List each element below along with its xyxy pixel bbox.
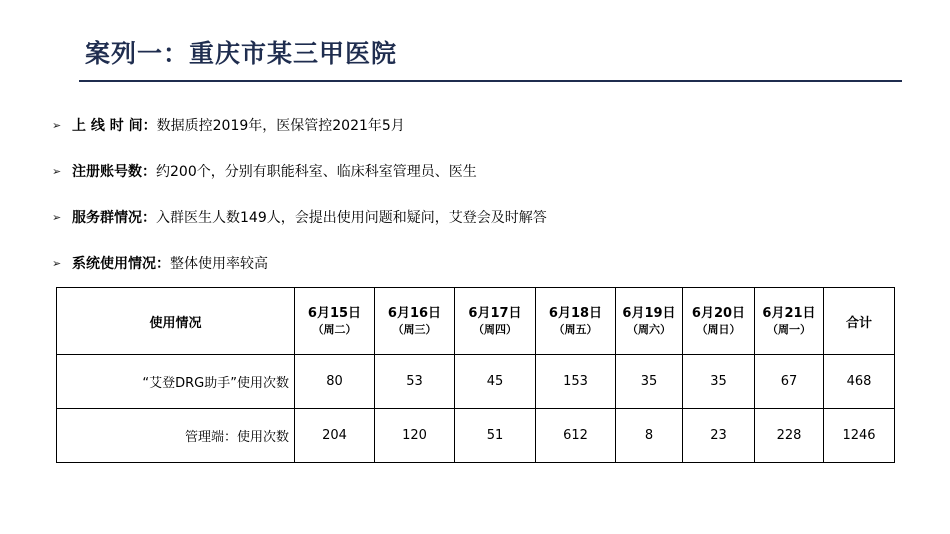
header-date — [536, 288, 616, 355]
header-weekday: （周六） — [627, 323, 671, 336]
bullet-accounts — [52, 162, 547, 208]
table-row — [57, 409, 895, 463]
table-cell: 51 — [455, 409, 536, 463]
bullet-label: 注册账号数： — [72, 164, 156, 180]
bullet-label: 系统使用情况： — [72, 256, 170, 272]
total-cell: 1246 — [824, 409, 895, 463]
header-date-label: 6月16日 — [387, 306, 442, 321]
table-cell: 67 — [755, 355, 824, 409]
bullet-value: 数据质控2019年，医保管控2021年5月 — [156, 118, 405, 134]
row-label: “艾登DRG助手”使用次数 — [57, 355, 295, 409]
table-cell: 120 — [375, 409, 455, 463]
header-date-label: 6月19日 — [622, 306, 676, 321]
header-usage: 使用情况 — [57, 288, 295, 355]
usage-table — [56, 287, 895, 463]
arrow-bullet-icon: ➢ — [52, 119, 62, 132]
bullet-label: 服务群情况： — [72, 210, 156, 226]
header-weekday: （周二） — [312, 323, 357, 336]
table-cell: 228 — [755, 409, 824, 463]
header-weekday: （周日） — [696, 323, 741, 336]
header-date — [455, 288, 536, 355]
header-weekday: （周一） — [767, 323, 811, 336]
table-header-row — [57, 288, 895, 355]
header-date — [755, 288, 824, 355]
bullet-go-live — [52, 116, 547, 162]
table-cell: 35 — [683, 355, 755, 409]
bullet-value: 整体使用率较高 — [170, 256, 268, 272]
header-date — [616, 288, 683, 355]
table-cell: 23 — [683, 409, 755, 463]
bullet-value: 入群医生人数149人，会提出使用问题和疑问，艾登会及时解答 — [156, 210, 547, 226]
bullet-list — [52, 116, 547, 300]
title-divider — [79, 80, 902, 82]
header-date-label: 6月20日 — [691, 306, 746, 321]
row-label: 管理端：使用次数 — [57, 409, 295, 463]
bullet-value: 约200个，分别有职能科室、临床科室管理员、医生 — [156, 164, 477, 180]
table-row — [57, 355, 895, 409]
arrow-bullet-icon: ➢ — [52, 257, 62, 270]
header-weekday: （周五） — [553, 323, 598, 336]
arrow-bullet-icon: ➢ — [52, 211, 62, 224]
header-date-label: 6月17日 — [468, 306, 522, 321]
table-cell: 35 — [616, 355, 683, 409]
table-cell: 45 — [455, 355, 536, 409]
table-cell: 612 — [536, 409, 616, 463]
page-title: 案列一：重庆市某三甲医院 — [85, 39, 398, 68]
table-cell: 153 — [536, 355, 616, 409]
header-date-label: 6月18日 — [548, 306, 603, 321]
table-cell: 80 — [295, 355, 375, 409]
header-total: 合计 — [824, 288, 895, 355]
table-cell: 8 — [616, 409, 683, 463]
header-date — [295, 288, 375, 355]
header-date — [683, 288, 755, 355]
total-cell: 468 — [824, 355, 895, 409]
bullet-label: 上 线 时 间： — [72, 118, 157, 134]
table-cell: 53 — [375, 355, 455, 409]
header-date — [375, 288, 455, 355]
bullet-service-group — [52, 208, 547, 254]
header-weekday: （周四） — [473, 323, 517, 336]
header-date-label: 6月21日 — [762, 306, 816, 321]
table-cell: 204 — [295, 409, 375, 463]
header-weekday: （周三） — [392, 323, 437, 336]
header-date-label: 6月15日 — [307, 306, 362, 321]
arrow-bullet-icon: ➢ — [52, 165, 62, 178]
